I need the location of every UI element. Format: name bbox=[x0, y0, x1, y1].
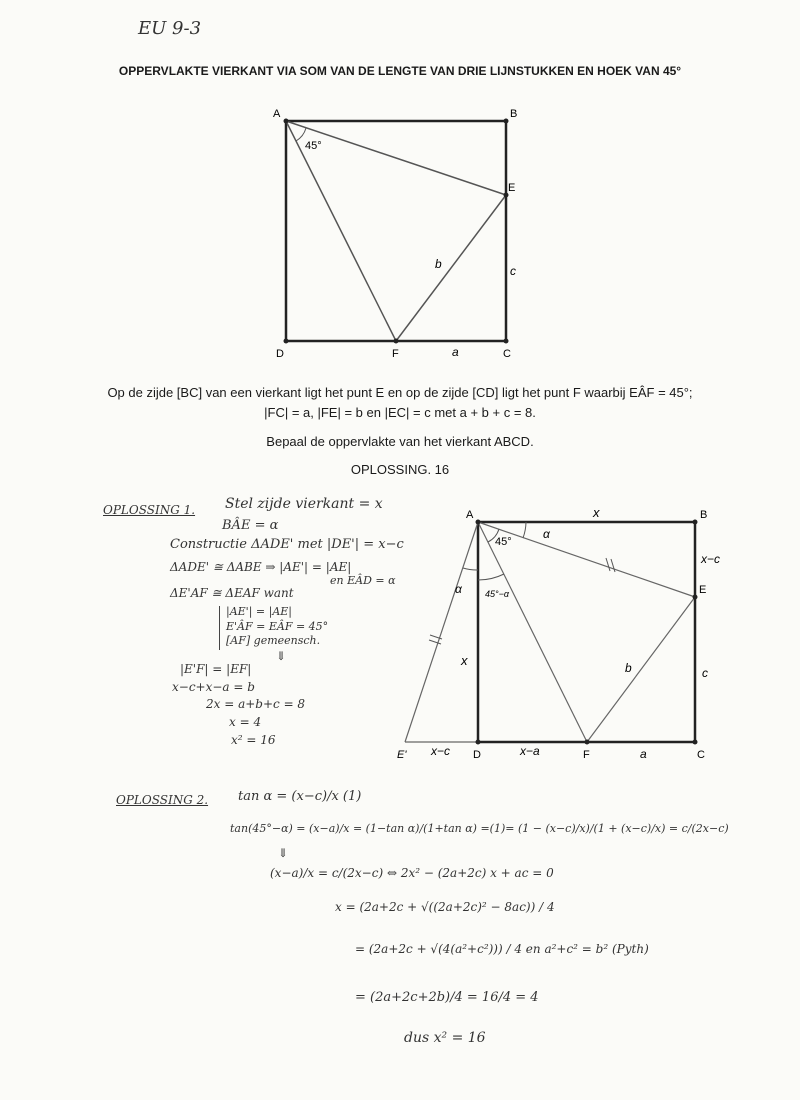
point-c-2 bbox=[693, 740, 698, 745]
label-b-side: b bbox=[435, 257, 442, 271]
brace-line bbox=[219, 606, 220, 650]
point-b-2 bbox=[693, 520, 698, 525]
label-angle45: 45° bbox=[495, 536, 512, 548]
point-d bbox=[284, 339, 289, 344]
label-c-2: c bbox=[702, 666, 708, 680]
segment-ef bbox=[587, 597, 695, 742]
sol1-line-11: x−c+x−a = b bbox=[172, 680, 255, 694]
point-d-2 bbox=[476, 740, 481, 745]
sol2-line-1: tan(45°−α) = (x−a)/x = (1−tan α)/(1+tan α) =(1)= (1 − (x−c)/x)/(1 + (x−c)/x) = c/(2x−c) bbox=[230, 822, 729, 835]
point-a bbox=[284, 119, 289, 124]
problem-line-3: Bepaal de oppervlakte van het vierkant ABCD. bbox=[266, 434, 534, 449]
tick-ae-2 bbox=[611, 559, 615, 572]
page-code: EU 9-3 bbox=[138, 18, 202, 39]
label-c-side: c bbox=[510, 264, 516, 278]
sol2-line-4: x = (2a+2c + √((2a+2c)² − 8ac)) / 4 bbox=[335, 900, 555, 914]
square-abcd bbox=[286, 121, 506, 341]
label-f: F bbox=[392, 348, 399, 360]
label-d-2: D bbox=[473, 749, 481, 761]
point-c bbox=[504, 339, 509, 344]
sol1-line-5: ΔE'AF ≅ ΔEAF want bbox=[170, 586, 294, 600]
sol1-line-3: ΔADE' ≅ ΔABE ⇒ |AE'| = |AE| bbox=[170, 560, 352, 574]
sol1-line-4: en EÂD = α bbox=[330, 574, 396, 587]
point-e-2 bbox=[693, 595, 698, 600]
sol1-line-10: |E'F| = |EF| bbox=[180, 662, 252, 676]
point-a-2 bbox=[476, 520, 481, 525]
segment-af bbox=[286, 121, 396, 341]
sol2-line-7: dus x² = 16 bbox=[404, 1030, 486, 1046]
label-f-2: F bbox=[583, 749, 590, 761]
arc-45-alpha bbox=[478, 574, 504, 580]
label-c-2: C bbox=[697, 749, 705, 761]
figure-1 bbox=[270, 105, 530, 365]
label-b: B bbox=[510, 108, 518, 120]
segment-ef bbox=[396, 195, 506, 341]
tick-ae-1 bbox=[606, 558, 610, 571]
label-top-x: x bbox=[593, 505, 600, 520]
sol2-line-6: = (2a+2c+2b)/4 = 16/4 = 4 bbox=[355, 990, 539, 1005]
sol1-line-2: Constructie ΔADE' met |DE'| = x−c bbox=[170, 537, 404, 552]
arc-alpha-top bbox=[523, 522, 526, 538]
sol2-line-0: tan α = (x−c)/x (1) bbox=[238, 789, 362, 804]
sol1-line-0: Stel zijde vierkant = x bbox=[225, 496, 383, 512]
label-d: D bbox=[276, 348, 284, 360]
sol1-line-6: |AE'| = |AE| bbox=[226, 605, 293, 618]
solution-1-heading: OPLOSSING 1. bbox=[103, 503, 196, 517]
sol2-line-5: = (2a+2c + √(4(a²+c²))) / 4 en a²+c² = b² (Pyth) bbox=[355, 942, 649, 956]
label-a-2: a bbox=[640, 747, 647, 761]
sol1-line-14: x² = 16 bbox=[231, 733, 276, 747]
figure-2 bbox=[395, 505, 725, 765]
sol1-line-8: [AF] gemeensch. bbox=[226, 634, 321, 647]
label-a-side: a bbox=[452, 345, 459, 359]
answer: OPLOSSING. 16 bbox=[350, 462, 450, 477]
label-bottom-xa: x−a bbox=[520, 744, 540, 758]
label-a-2: A bbox=[466, 509, 474, 521]
label-b-side-2: b bbox=[625, 661, 632, 675]
segment-af bbox=[478, 522, 587, 742]
label-c: C bbox=[503, 348, 511, 360]
label-e-2: E bbox=[699, 584, 707, 596]
problem-line-2: |FC| = a, |FE| = b en |EC| = c met a + b + c = 8. bbox=[264, 405, 536, 420]
page-title: OPPERVLAKTE VIERKANT VIA SOM VAN DE LENGTE VAN DRIE LIJNSTUKKEN EN HOEK VAN 45° bbox=[118, 64, 682, 78]
square-abcd-2 bbox=[478, 522, 695, 742]
point-f-2 bbox=[585, 740, 590, 745]
sol1-line-13: x = 4 bbox=[229, 715, 262, 729]
label-45-alpha: 45°−α bbox=[485, 589, 509, 599]
label-right-xc: x−c bbox=[701, 552, 721, 566]
arc-alpha-left bbox=[463, 568, 478, 570]
label-alpha-top: α bbox=[543, 527, 550, 541]
segment-ae bbox=[478, 522, 695, 597]
sol1-line-12: 2x = a+b+c = 8 bbox=[206, 697, 306, 711]
label-angle: 45° bbox=[305, 140, 322, 152]
label-left-x: x bbox=[461, 653, 468, 668]
label-b-2: B bbox=[700, 509, 708, 521]
label-e: E bbox=[508, 182, 516, 194]
label-a: A bbox=[273, 108, 281, 120]
label-bottom-xc: x−c bbox=[431, 744, 451, 758]
sol1-line-9: ⇓ bbox=[276, 649, 287, 663]
sol2-line-2: ⇓ bbox=[278, 846, 289, 860]
problem-line-1: Op de zijde [BC] van een vierkant ligt het punt E en op de zijde [CD] ligt het punt F waarbij EÂF = 45°; bbox=[107, 385, 693, 400]
segment-ae-prime bbox=[405, 522, 478, 742]
sol1-line-1: BÂE = α bbox=[222, 518, 279, 533]
sol2-line-3: (x−a)/x = c/(2x−c) ⇔ 2x² − (2a+2c) x + ac = 0 bbox=[270, 866, 554, 880]
solution-2-heading: OPLOSSING 2. bbox=[116, 793, 209, 807]
point-b bbox=[504, 119, 509, 124]
label-alpha-left: α bbox=[455, 582, 462, 596]
label-e-prime: E' bbox=[397, 749, 407, 761]
sol1-line-7: E'ÂF = EÂF = 45° bbox=[226, 620, 329, 633]
segment-ae bbox=[286, 121, 506, 195]
point-f bbox=[394, 339, 399, 344]
